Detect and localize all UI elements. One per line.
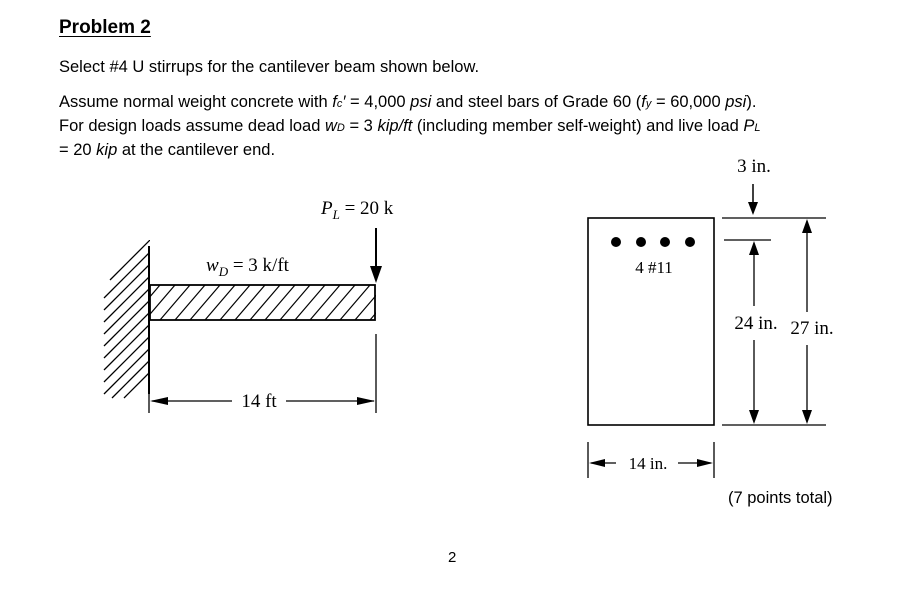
h-label: 27 in. — [790, 318, 834, 339]
section-outline — [588, 218, 714, 425]
text: = 4,000 — [345, 93, 411, 111]
rebar-dot — [660, 237, 670, 247]
b-arrow-left — [589, 459, 605, 467]
cantilever-figure — [104, 198, 400, 413]
text: = 20 — [59, 141, 97, 159]
text: ). — [746, 93, 757, 111]
problem-title: Problem 2 — [59, 17, 151, 38]
wd-symbol: w — [325, 117, 337, 135]
text: (including member self-weight) and live load — [412, 117, 744, 135]
page-number: 2 — [448, 549, 457, 566]
rebar-label: 4 #11 — [635, 258, 673, 277]
text: and steel bars of Grade 60 ( — [431, 93, 642, 111]
fc-prime: ′ — [342, 93, 346, 111]
text: at the cantilever end. — [117, 141, 276, 159]
d-arrow-bottom — [749, 410, 759, 424]
section-figure — [588, 156, 834, 478]
wall-hatch — [104, 240, 150, 398]
problem-intro: Select #4 U stirrups for the cantilever beam shown below. — [59, 58, 480, 76]
d-arrow-top — [749, 241, 759, 255]
text: = 3 — [344, 117, 378, 135]
d-label: 24 in. — [734, 313, 778, 334]
b-arrow-right — [697, 459, 713, 467]
text: For design loads assume dead load — [59, 117, 325, 135]
text: = 60,000 — [651, 93, 726, 111]
beam-hatch — [130, 285, 400, 320]
text: Assume normal weight concrete with — [59, 93, 333, 111]
span-label: 14 ft — [241, 391, 277, 412]
rebar-dot — [685, 237, 695, 247]
cover-arrow-head — [748, 202, 758, 215]
pl-subscript: L — [754, 122, 761, 134]
fy-subscript: y — [645, 98, 652, 110]
unit-psi: psi — [410, 93, 432, 111]
wd-subscript: D — [336, 122, 345, 134]
points-total: (7 points total) — [728, 489, 833, 507]
pl-label: $P_L = 20$ k — [321, 198, 394, 222]
pl-symbol: P — [743, 117, 755, 135]
wd-label: $w_D = 3$ k/ft — [206, 255, 289, 279]
beam-outline — [150, 285, 375, 320]
unit-psi: psi — [725, 93, 747, 111]
cover-label: 3 in. — [737, 156, 771, 177]
dim-arrow-left — [150, 397, 168, 405]
unit-kip: kip — [96, 141, 118, 159]
fy-symbol: f — [641, 93, 646, 111]
b-label: 14 in. — [628, 454, 668, 473]
fc-subscript: c — [336, 98, 343, 110]
unit-kip-ft: kip/ft — [377, 117, 413, 135]
dim-arrow-right — [357, 397, 375, 405]
h-arrow-bottom — [802, 410, 812, 424]
rebar-dot — [611, 237, 621, 247]
fc-symbol: f — [332, 93, 337, 111]
h-arrow-top — [802, 219, 812, 233]
rebar-dot — [636, 237, 646, 247]
load-arrow-head — [370, 266, 382, 283]
